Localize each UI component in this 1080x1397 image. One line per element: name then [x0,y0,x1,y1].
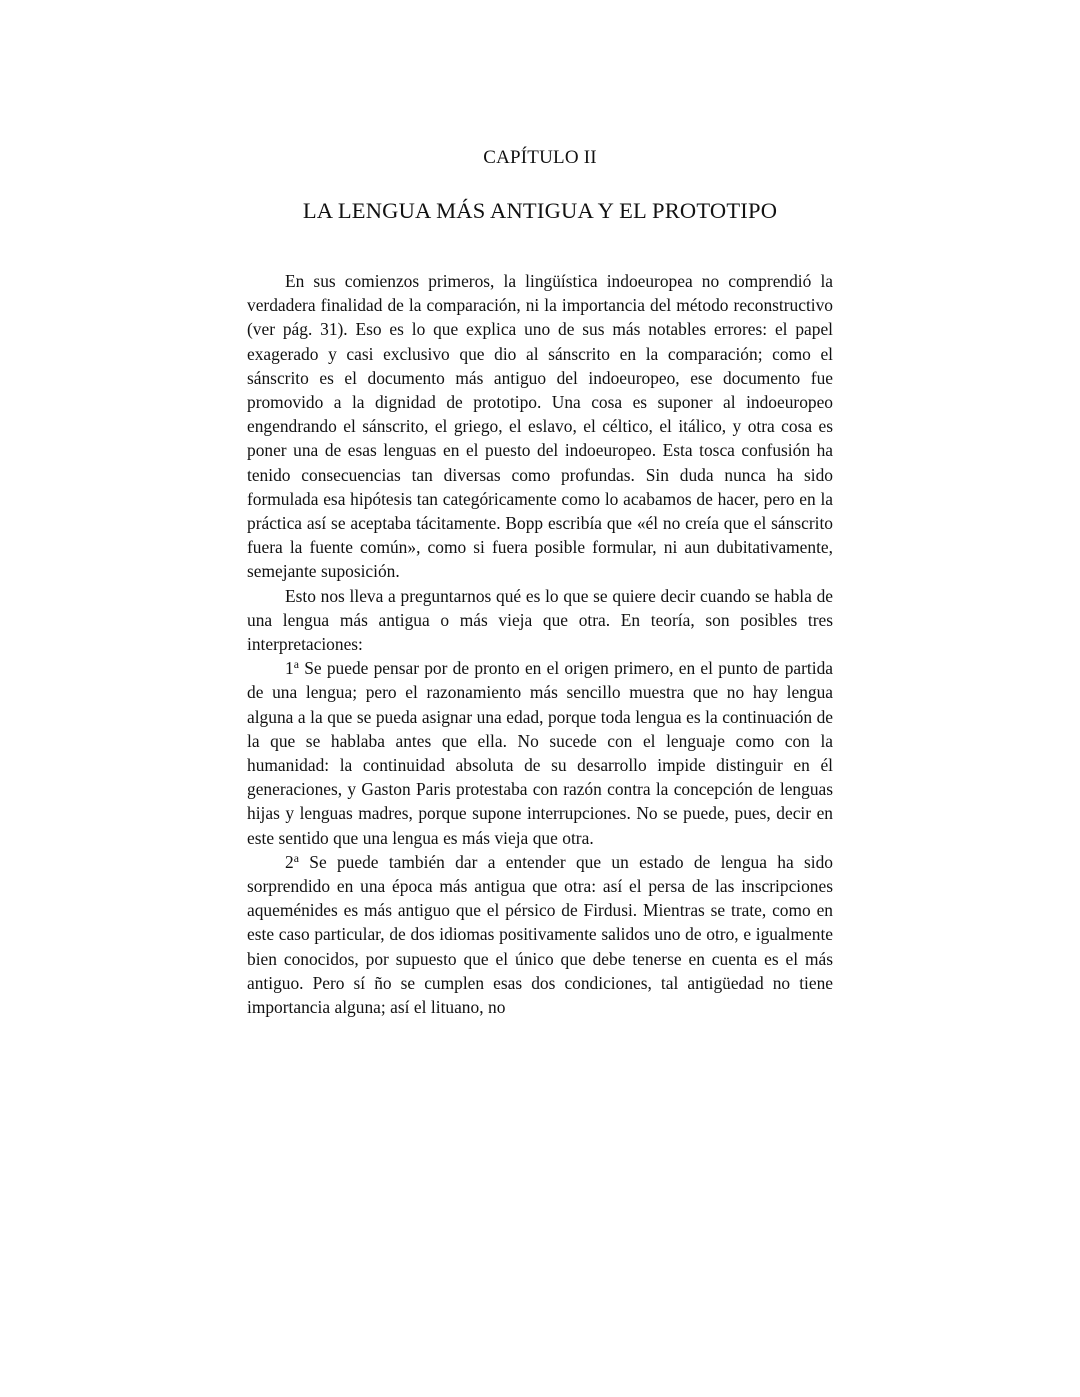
paragraph: En sus comienzos primeros, la lingüística indoeuropea no comprendió la verdadera finalidad de la comparación, ni la importancia del método reconstructivo (ver pág. 31). Eso es lo que explica uno de sus más notables errores: el papel exagerado y casi exclusivo que dio al sánscrito en la comparación; como el sánscrito es el documento más antiguo del indoeuropeo, ese documento fue promovido a la dignidad de prototipo. Una cosa es suponer al indoeuropeo engendrando el sánscrito, el griego, el eslavo, el céltico, el itálico, y otra cosa es poner una de esas lenguas en el puesto del indoeuropeo. Esta tosca confusión ha tenido consecuencias tan diversas como profundas. Sin duda nunca ha sido formulada esa hipótesis tan categóricamente como lo acabamos de hacer, pero en la práctica así se aceptaba tácitamente. Bopp escribía que «él no creía que el sánscrito fuera la fuente común», como si fuera posible formular, ni aun dubitativamente, semejante suposición. [247,271,833,582]
page-title: LA LENGUA MÁS ANTIGUA Y EL PROTOTIPO [302,198,778,223]
ordinal-suffix: a [293,850,299,865]
paragraph-numbered [247,850,833,1019]
paragraph-numbered [247,656,833,850]
text-column [247,0,833,1019]
paragraph-body: Se puede pensar por de pronto en el origen primero, en el punto de partida de una lengua; pero el razonamiento más sencillo muestra que no hay lengua alguna a la que se pueda asignar una edad, porque toda lengua es la continuación de la que se hablaba antes que ella. No sucede con el lenguaje como con la humanidad: la continuidad absoluta de su desarrollo impide distinguir en él generaciones, y Gaston Paris protestaba con razón contra la concepción de lenguas hijas y lenguas madres, porque supone interrupciones. No se puede, pues, decir en este sentido que una lengua es más vieja que otra. [247,658,833,848]
paragraph: Esto nos lleva a preguntarnos qué es lo que se quiere decir cuando se habla de una lengua más antigua o más vieja que otra. En teoría, son posibles tres interpretaciones: [247,585,833,655]
body-text [247,225,833,1019]
ordinal-number: 1 [285,658,294,679]
ordinal-number: 2 [285,851,294,872]
chapter-label: CAPÍTULO II [483,147,597,168]
paragraph-body: Se puede también dar a entender que un estado de lengua ha sido sorprendido en una época más antigua que otra: así el persa de las inscripciones aqueménides es más antiguo que el pérsico de Firdusi. Mientras se trate, como en este caso particular, de dos idiomas positivamente salidos uno de otro, e igualmente bien conocidos, por supuesto que el único que debe tenerse en cuenta es el más antiguo. Pero sí ño se cumplen esas dos condiciones, tal antigüedad no tiene importancia alguna; así el lituano, no [247,851,833,1018]
ordinal-suffix: a [293,657,299,672]
